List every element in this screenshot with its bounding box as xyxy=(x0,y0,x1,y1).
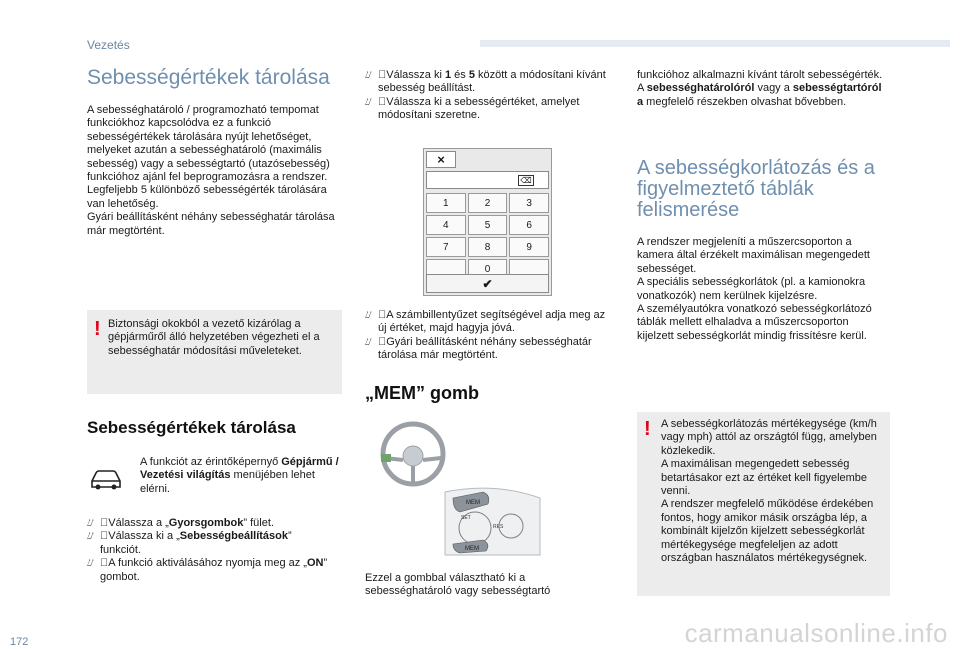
keypad-key[interactable]: 1 xyxy=(426,193,466,213)
section-heading: Sebességértékek tárolása xyxy=(87,66,330,89)
backspace-icon[interactable]: ⌫ xyxy=(518,175,534,186)
steps-list-top xyxy=(365,69,610,123)
warning-icon: ! xyxy=(644,418,651,440)
warning-text: A sebességkorlátozás mértékegysége (km/h vagy mph) attól az országtól függ, amelyben közlekedik. A maximálisan megengedett sebesség betartásakor ezt az értéket kell figyelembe venni. A rendszer megfelelő működése érdekében fontos, hogy amikor másik országba lép, a kombinált kijelzőn kijelzett sebességkorlát mértékegysége megfeleljen az adott országban használatos mértékegységnek. xyxy=(661,418,877,565)
touch-text-post: menüjében lehet elérni. xyxy=(140,469,315,495)
list-item: ⌰ Válassza ki a „Sebességbeállítások” funkciót. xyxy=(87,530,292,556)
car-icon xyxy=(89,466,123,492)
recognition-heading: A sebességkorlátozás és a figyelmeztető táblák felismerése xyxy=(637,157,875,221)
mem-control-closeup xyxy=(445,488,540,555)
touch-menu-name: Gépjármű / Vezetési világítás xyxy=(140,456,339,482)
warning-icon: ! xyxy=(94,318,101,340)
touchscreen-text xyxy=(140,456,340,496)
list-item: ⌰ Gyári beállításként néhány sebességhatár tárolása már megtörtént. xyxy=(365,335,592,362)
page-number: 172 xyxy=(10,636,29,648)
section-title: Vezetés xyxy=(87,38,130,52)
subsection-heading: Sebességértékek tárolása xyxy=(87,418,296,437)
confirm-check-icon[interactable]: ✔ xyxy=(426,274,549,293)
list-item: ⌰ A funkció aktiválásához nyomja meg az „ON” gombot. xyxy=(87,557,328,583)
close-icon[interactable]: × xyxy=(426,151,456,168)
keypad-key[interactable]: 5 xyxy=(468,215,508,235)
keypad-key[interactable]: 7 xyxy=(426,237,466,257)
warning-box-units xyxy=(637,412,890,596)
steering-wheel-figure xyxy=(365,420,545,560)
intro-text: A sebességhatároló / programozható tempomat funkciókhoz kapcsolódva ez a funkció sebességértékek tárolására nyújt lehetőséget, melyeket azután a sebességhatároló (maximális sebesség) vagy a sebességtartó (utazósebesség) funkcióhoz ajánl fel beprogramozásra a rendszer. Legfeljebb 5 különböző sebességérték tárolására van lehetőség. Gyári beállításként néhány sebességhatár tárolása már megtörtént. xyxy=(87,104,335,237)
keypad-key[interactable]: 6 xyxy=(509,215,549,235)
list-item: ⌰ Válassza ki 1 és 5 között a módosítani kívánt sebesség beállítást. xyxy=(365,69,606,95)
keypad-key[interactable]: 8 xyxy=(468,237,508,257)
warning-text: Biztonsági okokból a vezető kizárólag a gépjárműről álló helyzetében végezheti el a sebességhatár módosítási műveleteket. xyxy=(108,318,320,357)
watermark: carmanualsonline.info xyxy=(684,618,948,648)
set-label: SET xyxy=(461,515,471,521)
mem-label-bottom: MEM xyxy=(465,546,479,552)
keypad-key[interactable]: 9 xyxy=(509,237,549,257)
numeric-keypad-figure xyxy=(423,148,552,296)
warning-box xyxy=(87,310,342,394)
list-item: ⌰ Válassza ki a sebességértéket, amelyet módosítani szeretne. xyxy=(365,95,580,122)
steps-list xyxy=(87,517,332,584)
keypad-key[interactable]: 2 xyxy=(468,193,508,213)
keypad-key[interactable]: 4 xyxy=(426,215,466,235)
list-item: ⌰ A számbillentyűzet segítségével adja meg az új értéket, majd hagyja jóvá. xyxy=(365,309,606,335)
list-item: ⌰ Válassza a „Gyorsgombok” fület. xyxy=(87,517,274,529)
keypad-key[interactable]: 3 xyxy=(509,193,549,213)
touch-text-pre: A funkciót az érintőképernyő xyxy=(140,456,282,468)
mem-text: Ezzel a gombbal választható ki a sebességhatároló vagy sebességtartó xyxy=(365,572,551,598)
keypad-grid xyxy=(426,193,549,279)
steps-list-bottom xyxy=(365,309,610,363)
keypad-display xyxy=(426,171,549,189)
header-bar xyxy=(480,40,950,47)
res-label: RES xyxy=(493,524,504,530)
continued-text: funkcióhoz alkalmazni kívánt tárolt sebességérték. A sebességhatárolóról vagy a sebességtartóról a megfelelő részekben olvashat bővebben. xyxy=(637,69,883,108)
mem-heading: „MEM” gomb xyxy=(365,383,479,403)
steering-wheel-overview xyxy=(381,424,443,484)
mem-label-top: MEM xyxy=(466,500,480,506)
keypad-key[interactable]: 0 xyxy=(468,259,508,279)
recognition-text: A rendszer megjeleníti a műszercsoporton a kamera által érzékelt maximálisan megengedett sebességet. A speciális sebességkorlátok (pl. a kamionokra vonatkozók) nem kerülnek kijelzésre. A személyautókra vonatkozó sebességkorlátozó táblák mellett elhaladva a műszercsoporton kijelzett sebességkorlát mindig frissítésre kerül. xyxy=(637,236,872,342)
